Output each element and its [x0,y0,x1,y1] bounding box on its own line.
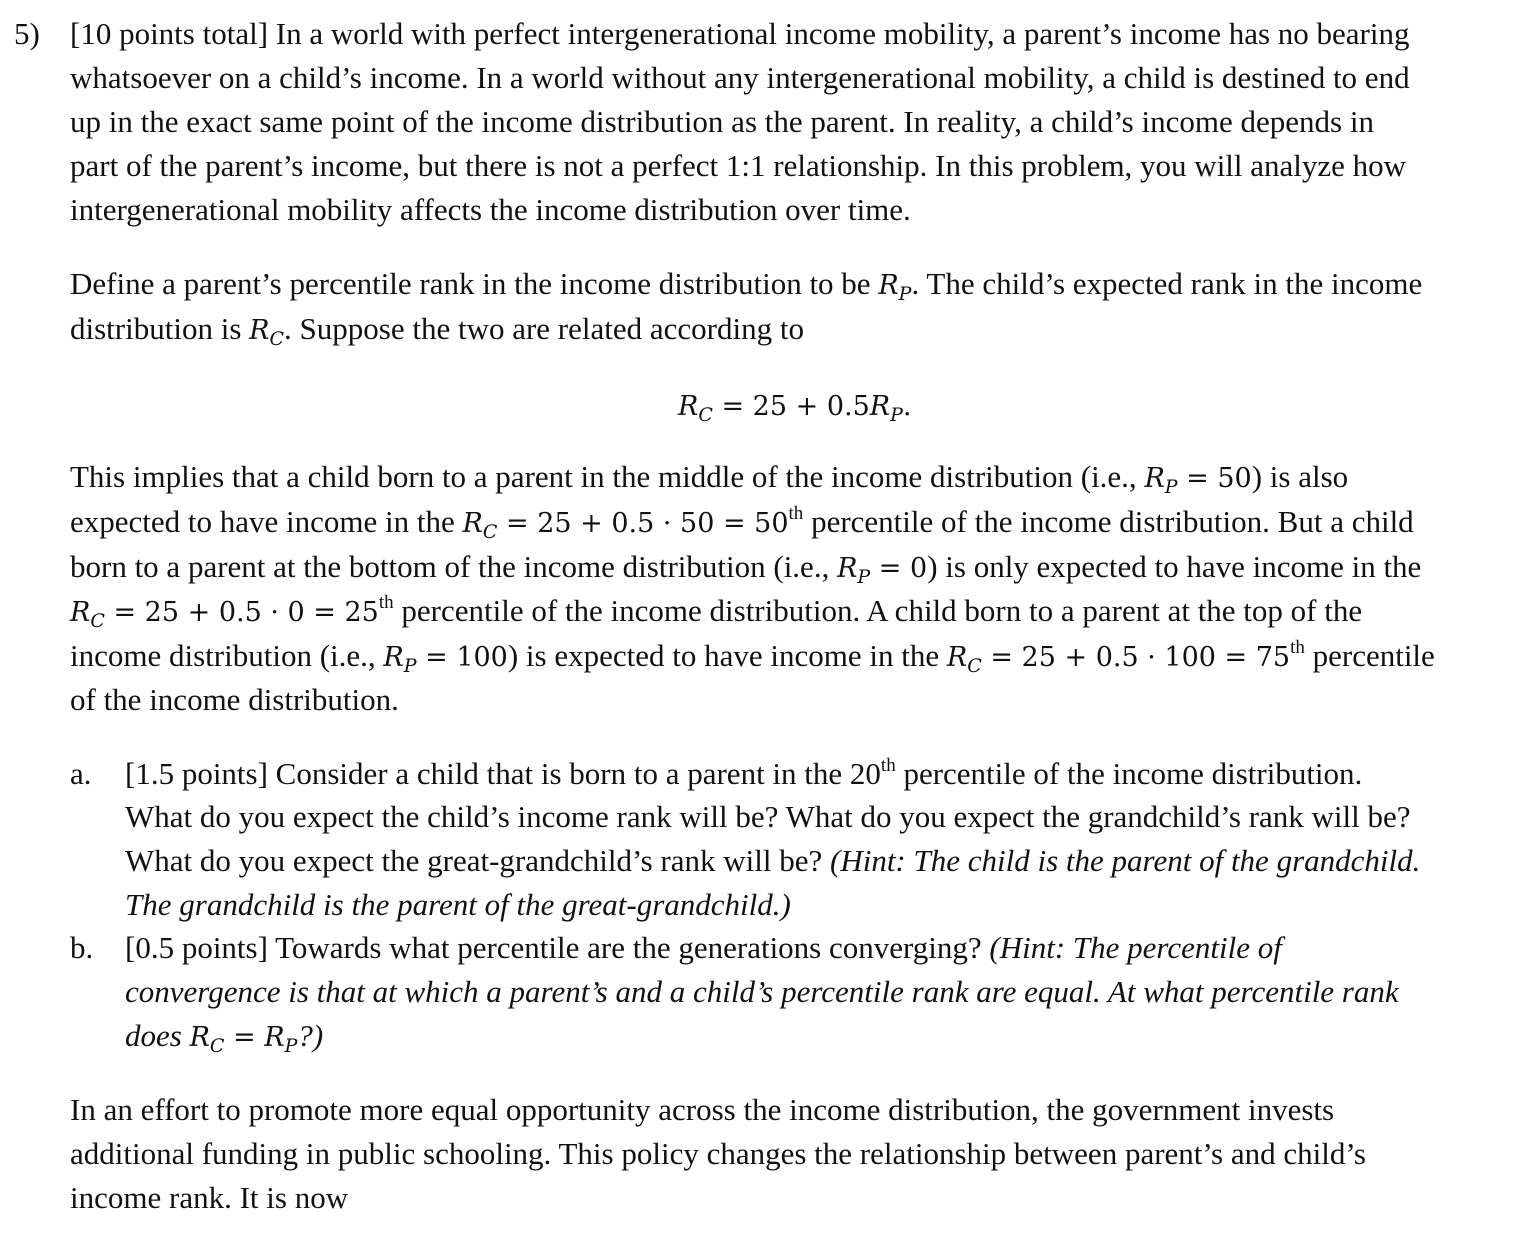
intro-line: [10 points total] In a world with perfect intergenerational income mobility, a parent’s income has no bearing [70,16,1410,51]
implications-line: of the income distribution. [70,682,399,717]
intro-line: up in the exact same point of the income distribution as the parent. In reality, a child’s income depends in [70,104,1374,139]
intro-line: part of the parent’s income, but there is not a perfect 1:1 relationship. In this problem, you will analyze how [70,148,1407,183]
implications-line: expected to have income in the RC = 25 + 0.5 · 50 = 50th percentile of the income distribution. But a child [70,503,1414,543]
intro-line: whatsoever on a child’s income. In a world without any intergenerational mobility, a child is destined to end [70,60,1410,95]
question-number: 5) [14,16,40,51]
implications-line: This implies that a child born to a parent in the middle of the income distribution (i.e., RP = 50) is also [70,459,1349,498]
definition-line: Define a parent’s percentile rank in the income distribution to be RP. The child’s expected rank in the income [70,266,1423,305]
intro-line: intergenerational mobility affects the income distribution over time. [70,192,911,227]
part-a-label: a. [70,756,92,791]
closing-line: additional funding in public schooling. This policy changes the relationship between parent’s and child’s [70,1136,1366,1171]
part-a-line: What do you expect the great-grandchild’s rank will be? (Hint: The child is the parent of the grandchild. [125,843,1421,878]
display-equation: RC = 25 + 0.5RP. [678,391,912,426]
closing-line: income rank. It is now [70,1180,349,1215]
part-b-line: [0.5 points] Towards what percentile are the generations converging? (Hint: The percentile of [125,930,1282,965]
part-a-hint: The grandchild is the parent of the great-grandchild.) [125,887,791,922]
implications-line: RC = 25 + 0.5 · 0 = 25th percentile of the income distribution. A child born to a parent at the top of the [70,592,1363,632]
part-b-label: b. [70,930,94,965]
part-a-line: What do you expect the child’s income rank will be? What do you expect the grandchild’s rank will be? [125,799,1411,834]
implications-line: born to a parent at the bottom of the income distribution (i.e., RP = 0) is only expected to have income in the [70,549,1422,588]
definition-line: distribution is RC. Suppose the two are related according to [70,311,804,350]
implications-line: income distribution (i.e., RP = 100) is expected to have income in the RC = 25 + 0.5 · 100 = 75th percentile [70,637,1435,677]
closing-line: In an effort to promote more equal opportunity across the income distribution, the government invests [70,1092,1335,1127]
part-b-hint: convergence is that at which a parent’s and a child’s percentile rank are equal. At what percentile rank [125,974,1399,1009]
part-b-hint: does RC = RP?) [125,1018,324,1057]
part-a-line: [1.5 points] Consider a child that is born to a parent in the 20th percentile of the income distribution. [125,755,1363,791]
